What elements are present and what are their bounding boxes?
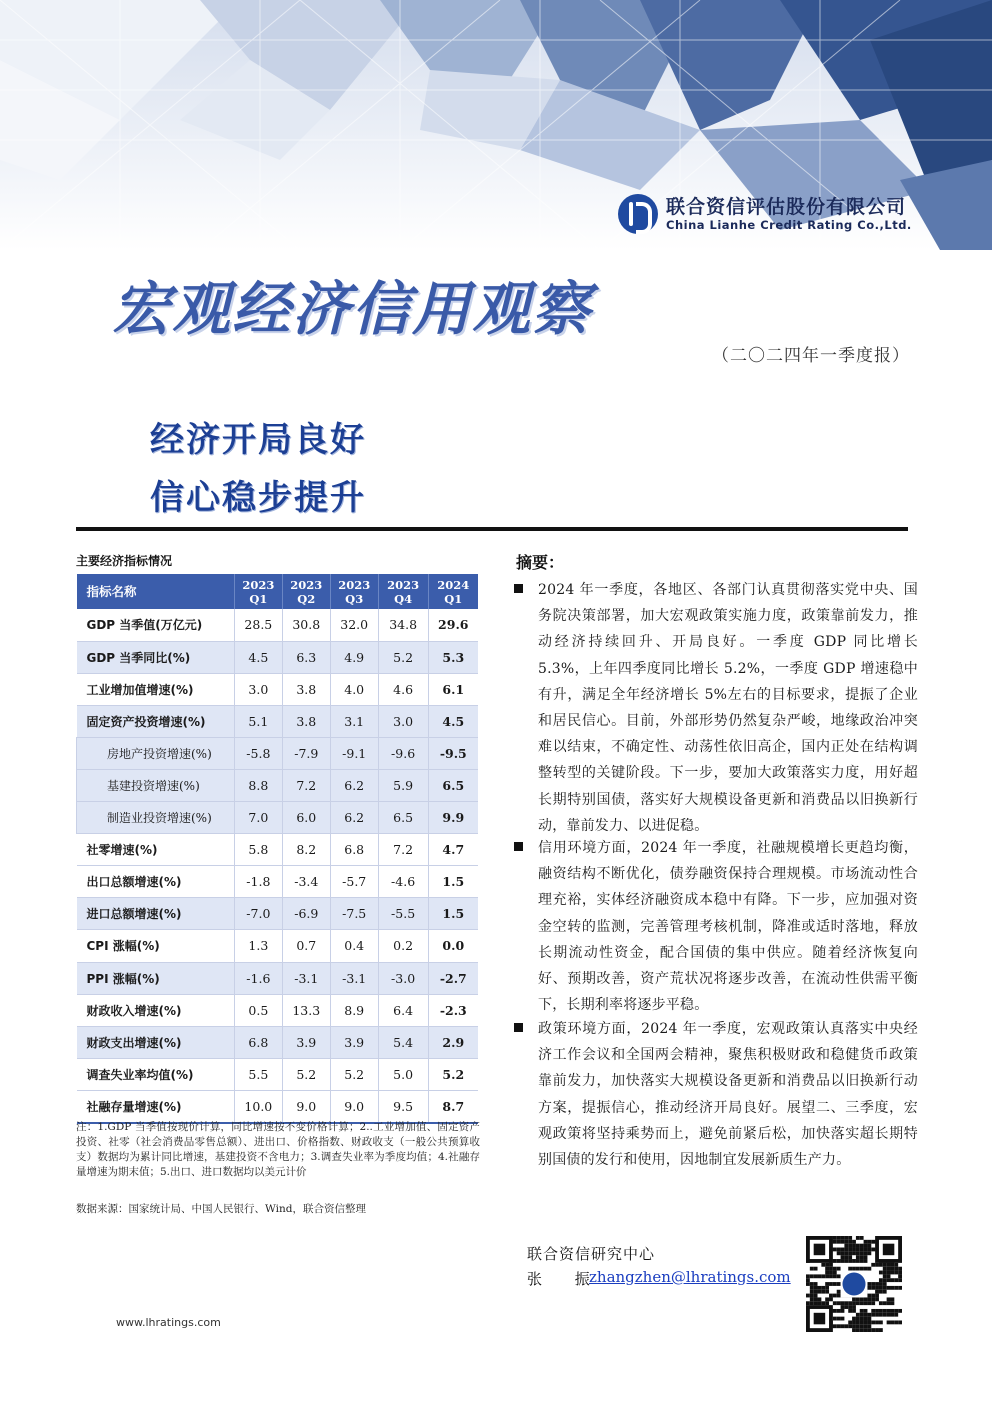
header-period xyxy=(330,574,378,609)
indicator-value: 28.5 xyxy=(234,609,282,641)
bullet-square-icon xyxy=(514,842,523,851)
indicator-value: 8.9 xyxy=(330,994,378,1026)
indicator-name: 制造业投资增速(%) xyxy=(77,802,235,834)
indicator-value: 9.0 xyxy=(330,1090,378,1122)
report-period: （二〇二四年一季度报） xyxy=(712,346,910,366)
data-source: 数据来源：国家统计局、中国人民银行、Wind，联合资信整理 xyxy=(76,1203,366,1215)
bullet-square-icon xyxy=(514,584,523,593)
report-title: 宏观经济信用观察 xyxy=(112,275,593,343)
qr-code-icon xyxy=(806,1236,902,1332)
indicator-name: 房地产投资增速(%) xyxy=(77,737,235,769)
indicator-value: 5.2 xyxy=(282,1058,330,1090)
indicator-value: 5.4 xyxy=(378,1026,428,1058)
indicator-value: 3.1 xyxy=(330,705,378,737)
indicator-value: 8.8 xyxy=(234,769,282,801)
headline-line-2: 信心稳步提升 xyxy=(150,478,366,518)
indicator-value: 9.9 xyxy=(428,802,478,834)
contact-person: 张 振 xyxy=(527,1270,604,1288)
header-quarter: Q4 xyxy=(394,591,413,606)
indicator-name: 财政收入增速(%) xyxy=(77,994,235,1026)
indicator-value: 3.8 xyxy=(282,673,330,705)
indicator-value: 6.2 xyxy=(330,802,378,834)
header-period xyxy=(234,574,282,609)
indicator-value: 5.5 xyxy=(234,1058,282,1090)
indicator-value: 5.2 xyxy=(330,1058,378,1090)
indicator-value: 34.8 xyxy=(378,609,428,641)
indicator-value: -3.1 xyxy=(282,962,330,994)
indicator-name: GDP 当季值(万亿元) xyxy=(77,609,235,641)
indicator-value: 3.8 xyxy=(282,705,330,737)
table-row xyxy=(77,1026,479,1058)
website-url: www.lhratings.com xyxy=(116,1316,221,1329)
indicator-value: 0.4 xyxy=(330,930,378,962)
indicator-value: 0.2 xyxy=(378,930,428,962)
indicator-value: 6.5 xyxy=(378,802,428,834)
indicator-name: CPI 涨幅(%) xyxy=(77,930,235,962)
indicator-value: 3.0 xyxy=(378,705,428,737)
indicator-value: -7.0 xyxy=(234,898,282,930)
indicator-name: 出口总额增速(%) xyxy=(77,866,235,898)
summary-bullet xyxy=(514,835,918,1018)
indicator-name: 调查失业率均值(%) xyxy=(77,1058,235,1090)
table-row xyxy=(77,866,479,898)
summary-bullet-text: 信用环境方面，2024 年一季度，社融规模增长更趋均衡，融资结构不断优化，债券融资保持合理规模。市场流动性合理充裕，实体经济融资成本稳中有降。下一步，应加强对资金空转的监测，完善管理考核机制，降准或适时落地，释放长期流动性资金，配合国债的集中供应。随着经济恢复向好、预期改善，资产荒状况将逐步改善，在流动性供需平衡下，长期利率将逐步平稳。 xyxy=(538,840,918,1014)
indicator-name: 社融存量增速(%) xyxy=(77,1090,235,1122)
indicator-name: 进口总额增速(%) xyxy=(77,898,235,930)
indicator-value: 3.9 xyxy=(330,1026,378,1058)
table-row xyxy=(77,641,479,673)
indicator-value: 6.8 xyxy=(234,1026,282,1058)
header-year: 2023 xyxy=(338,577,371,592)
indicator-value: 6.8 xyxy=(330,834,378,866)
company-name-cn: 联合资信评估股份有限公司 xyxy=(666,196,907,218)
summary-bullet xyxy=(514,1016,918,1173)
indicator-value: 5.9 xyxy=(378,769,428,801)
indicator-value: -3.0 xyxy=(378,962,428,994)
indicator-value: 9.0 xyxy=(282,1090,330,1122)
research-center-name: 联合资信研究中心 xyxy=(527,1245,656,1263)
indicator-value: -7.9 xyxy=(282,737,330,769)
indicator-value: 4.6 xyxy=(378,673,428,705)
summary-bullet xyxy=(514,577,918,839)
headline-line-1: 经济开局良好 xyxy=(150,420,366,460)
table-row xyxy=(77,705,479,737)
header-year: 2023 xyxy=(290,577,323,592)
header-period xyxy=(428,574,478,609)
table-row xyxy=(77,1058,479,1090)
table-row xyxy=(77,962,479,994)
indicator-value: 0.0 xyxy=(428,930,478,962)
indicator-value: 9.5 xyxy=(378,1090,428,1122)
indicator-value: 4.5 xyxy=(428,705,478,737)
indicator-value: 8.7 xyxy=(428,1090,478,1122)
contact-email-link[interactable]: zhangzhen@lhratings.com xyxy=(589,1268,791,1286)
indicator-value: 4.0 xyxy=(330,673,378,705)
table-row xyxy=(77,769,479,801)
indicator-value: 1.5 xyxy=(428,866,478,898)
table-row xyxy=(77,737,479,769)
indicator-value: 8.2 xyxy=(282,834,330,866)
indicator-value: 3.0 xyxy=(234,673,282,705)
indicator-value: 5.2 xyxy=(378,641,428,673)
indicators-table xyxy=(76,574,478,1124)
indicator-value: 6.1 xyxy=(428,673,478,705)
table-row xyxy=(77,994,479,1026)
indicator-value: 5.8 xyxy=(234,834,282,866)
indicator-value: -2.7 xyxy=(428,962,478,994)
indicator-value: -6.9 xyxy=(282,898,330,930)
indicator-value: 7.2 xyxy=(378,834,428,866)
table-header-row xyxy=(77,574,479,609)
indicator-value: -4.6 xyxy=(378,866,428,898)
table-row xyxy=(77,609,479,641)
indicator-name: 固定资产投资增速(%) xyxy=(77,705,235,737)
indicator-name: 财政支出增速(%) xyxy=(77,1026,235,1058)
header-year: 2023 xyxy=(242,577,275,592)
table-row xyxy=(77,673,479,705)
company-logo xyxy=(618,190,918,240)
indicator-value: 4.5 xyxy=(234,641,282,673)
header-quarter: Q2 xyxy=(297,591,316,606)
table-row xyxy=(77,834,479,866)
indicator-value: 6.2 xyxy=(330,769,378,801)
table-row xyxy=(77,930,479,962)
indicator-value: -3.4 xyxy=(282,866,330,898)
table-caption: 主要经济指标情况 xyxy=(76,554,173,568)
indicator-value: 5.0 xyxy=(378,1058,428,1090)
header-year: 2024 xyxy=(437,577,470,592)
indicator-value: 6.5 xyxy=(428,769,478,801)
indicator-value: 4.7 xyxy=(428,834,478,866)
indicator-value: -9.1 xyxy=(330,737,378,769)
indicator-value: 5.1 xyxy=(234,705,282,737)
header-quarter: Q1 xyxy=(249,591,268,606)
header-period xyxy=(378,574,428,609)
indicator-value: 3.9 xyxy=(282,1026,330,1058)
indicator-value: 4.9 xyxy=(330,641,378,673)
header-quarter: Q3 xyxy=(345,591,364,606)
indicator-value: 7.0 xyxy=(234,802,282,834)
indicator-value: 6.3 xyxy=(282,641,330,673)
indicator-value: 6.0 xyxy=(282,802,330,834)
indicator-value: -9.5 xyxy=(428,737,478,769)
indicator-value: 29.6 xyxy=(428,609,478,641)
indicator-value: 6.4 xyxy=(378,994,428,1026)
indicator-value: 7.2 xyxy=(282,769,330,801)
indicator-value: 5.2 xyxy=(428,1058,478,1090)
indicator-value: -9.6 xyxy=(378,737,428,769)
company-name-en: China Lianhe Credit Rating Co.,Ltd. xyxy=(666,218,912,232)
summary-bullet-text: 2024 年一季度，各地区、各部门认真贯彻落实党中央、国务院决策部署，加大宏观政策实施力度，政策靠前发力，推动经济持续回升、开局良好。一季度 GDP 同比增长 5.3%，上年四季度同比增长 5.2%，一季度 GDP 增速稳中有升，满足全年经济增长 5%左右的目标要求，提振了企业和居民信心。目前，外部形势仍然复杂严峻，地缘政治冲突难以结束，不确定性、动荡性依旧高企，国内正处在结构调整转型的关键阶段。下一步，要加大政策落实力度，用好超长期特别国债，落实好大规模设备更新和消费品以旧换新行动，靠前发力、以进促稳。 xyxy=(538,582,918,834)
divider-rule xyxy=(76,527,908,531)
indicator-value: 32.0 xyxy=(330,609,378,641)
indicator-value: -5.7 xyxy=(330,866,378,898)
indicator-name: 基建投资增速(%) xyxy=(77,769,235,801)
indicator-value: -7.5 xyxy=(330,898,378,930)
indicator-value: 1.5 xyxy=(428,898,478,930)
table-row xyxy=(77,1090,479,1122)
indicator-value: 5.3 xyxy=(428,641,478,673)
indicator-value: 10.0 xyxy=(234,1090,282,1122)
bullet-square-icon xyxy=(514,1023,523,1032)
indicator-name: 社零增速(%) xyxy=(77,834,235,866)
indicator-value: -1.6 xyxy=(234,962,282,994)
table-row xyxy=(77,898,479,930)
indicator-name: 工业增加值增速(%) xyxy=(77,673,235,705)
indicator-value: 30.8 xyxy=(282,609,330,641)
indicator-value: 1.3 xyxy=(234,930,282,962)
summary-title: 摘要： xyxy=(516,553,565,572)
indicator-value: -1.8 xyxy=(234,866,282,898)
indicator-value: -2.3 xyxy=(428,994,478,1026)
header-year: 2023 xyxy=(387,577,420,592)
header-quarter: Q1 xyxy=(444,591,463,606)
indicator-name: GDP 当季同比(%) xyxy=(77,641,235,673)
lianhe-logo-icon xyxy=(618,194,658,234)
table-note: 注：1.GDP 当季值按现价计算，同比增速按不变价格计算；2..工业增加值、固定资产投资、社零（社会消费品零售总额）、进出口、价格指数、财政收支（一般公共预算收支）数据均为累计同比增速，基建投资不含电力；3.调查失业率为季度均值；4.社融存量增速为期末值；5.出口、进口数据均以美元计价 xyxy=(76,1121,480,1178)
indicator-value: -5.5 xyxy=(378,898,428,930)
summary-bullet-text: 政策环境方面，2024 年一季度，宏观政策认真落实中央经济工作会议和全国两会精神，聚焦积极财政和稳健货币政策靠前发力，加快落实大规模设备更新和消费品以旧换新行动方案，提振信心，推动经济开局良好。展望二、三季度，宏观政策将坚持乘势而上，避免前紧后松，加快落实超长期特别国债的发行和使用，因地制宜发展新质生产力。 xyxy=(538,1021,918,1169)
indicator-value: 2.9 xyxy=(428,1026,478,1058)
indicator-value: -5.8 xyxy=(234,737,282,769)
indicator-value: 0.7 xyxy=(282,930,330,962)
indicator-value: -3.1 xyxy=(330,962,378,994)
header-period xyxy=(282,574,330,609)
header-indicator-name: 指标名称 xyxy=(77,574,235,609)
indicator-name: PPI 涨幅(%) xyxy=(77,962,235,994)
table-row xyxy=(77,802,479,834)
indicator-value: 0.5 xyxy=(234,994,282,1026)
indicator-value: 13.3 xyxy=(282,994,330,1026)
